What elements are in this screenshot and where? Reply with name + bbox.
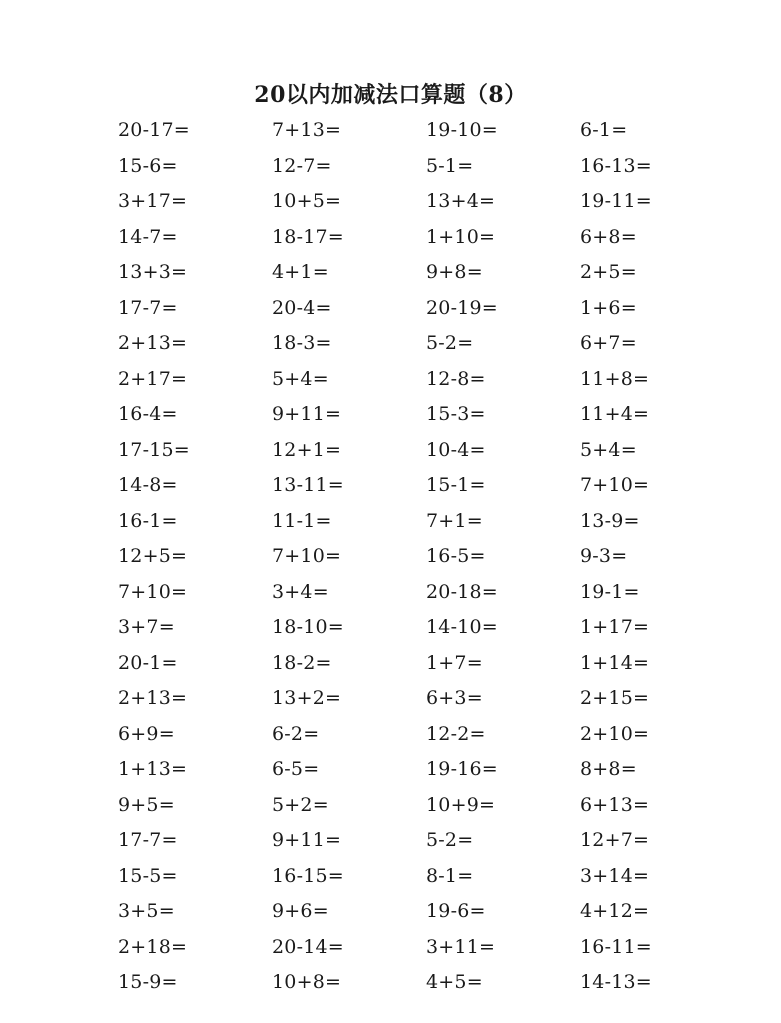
- problem-cell: 16-5=: [426, 545, 486, 567]
- problem-cell: 10+5=: [272, 190, 342, 212]
- problem-cell: 11+8=: [580, 367, 650, 390]
- problem-cell: 16-1=: [118, 509, 178, 532]
- problem-cell: 18-2=: [272, 651, 332, 674]
- problem-cell: 19-11=: [580, 190, 652, 212]
- problem-cell: 12-2=: [426, 722, 486, 745]
- problem-cell: 14-10=: [426, 616, 498, 638]
- problem-cell: 13+3=: [118, 261, 188, 283]
- problem-cell: 10+8=: [272, 971, 342, 993]
- problem-grid: [118, 113, 738, 1001]
- problem-cell: 5+4=: [580, 438, 637, 461]
- problem-cell: 17-7=: [118, 296, 178, 319]
- problem-cell: 13+4=: [426, 190, 496, 212]
- problem-cell: 3+5=: [118, 900, 175, 922]
- problem-cell: 18-3=: [272, 332, 332, 354]
- problem-cell: 6+8=: [580, 225, 637, 248]
- problem-cell: 2+5=: [580, 261, 637, 283]
- problem-cell: 19-6=: [426, 900, 486, 922]
- problem-cell: 16-4=: [118, 403, 178, 425]
- problem-cell: 19-10=: [426, 119, 498, 141]
- page-title: 20以内加减法口算题（8）: [254, 82, 527, 108]
- problem-cell: 15-3=: [426, 403, 486, 425]
- problem-cell: 13-11=: [272, 474, 344, 496]
- problem-cell: 3+14=: [580, 864, 650, 887]
- problem-cell: 10+9=: [426, 793, 496, 816]
- problem-cell: 12+7=: [580, 829, 650, 851]
- problem-cell: 5+2=: [272, 793, 329, 816]
- problem-cell: 14-7=: [118, 225, 178, 248]
- problem-cell: 15-6=: [118, 154, 178, 177]
- problem-cell: 2+13=: [118, 687, 188, 709]
- problem-cell: 6+3=: [426, 687, 483, 709]
- problem-cell: 2+13=: [118, 332, 188, 354]
- problem-cell: 2+17=: [118, 367, 188, 390]
- problem-cell: 3+7=: [118, 616, 175, 638]
- problem-cell: 8-1=: [426, 864, 474, 887]
- problem-cell: 7+10=: [118, 580, 188, 603]
- problem-cell: 20-17=: [118, 119, 190, 141]
- problem-cell: 12-7=: [272, 154, 332, 177]
- problem-cell: 1+10=: [426, 225, 496, 248]
- problem-cell: 19-16=: [426, 758, 498, 780]
- problem-cell: 2+15=: [580, 687, 650, 709]
- problem-cell: 12+5=: [118, 545, 188, 567]
- problem-cell: 19-1=: [580, 580, 640, 603]
- problem-cell: 12-8=: [426, 367, 486, 390]
- problem-cell: 4+5=: [426, 971, 483, 993]
- problem-cell: 20-19=: [426, 296, 498, 319]
- problem-cell: 9+8=: [426, 261, 483, 283]
- problem-cell: 15-5=: [118, 864, 178, 887]
- problem-cell: 15-9=: [118, 971, 178, 993]
- problem-cell: 1+7=: [426, 651, 483, 674]
- problem-cell: 5-1=: [426, 154, 474, 177]
- problem-cell: 17-15=: [118, 438, 190, 461]
- problem-cell: 6-5=: [272, 758, 320, 780]
- problem-cell: 7+10=: [580, 474, 650, 496]
- problem-cell: 20-14=: [272, 935, 344, 958]
- problem-cell: 6+7=: [580, 332, 637, 354]
- problem-cell: 11-1=: [272, 509, 332, 532]
- problem-cell: 11+4=: [580, 403, 650, 425]
- problem-cell: 9+11=: [272, 403, 342, 425]
- problem-cell: 1+17=: [580, 616, 650, 638]
- problem-cell: 14-8=: [118, 474, 178, 496]
- problem-cell: 16-13=: [580, 154, 652, 177]
- problem-cell: 14-13=: [580, 971, 652, 993]
- problem-cell: 1+6=: [580, 296, 637, 319]
- problem-cell: 16-15=: [272, 864, 344, 887]
- problem-cell: 16-11=: [580, 935, 652, 958]
- problem-cell: 18-17=: [272, 225, 344, 248]
- problem-cell: 7+10=: [272, 545, 342, 567]
- problem-cell: 6-1=: [580, 119, 628, 141]
- problem-cell: 6+13=: [580, 793, 650, 816]
- problem-cell: 7+1=: [426, 509, 483, 532]
- problem-cell: 7+13=: [272, 119, 342, 141]
- problem-cell: 3+17=: [118, 190, 188, 212]
- problem-cell: 1+14=: [580, 651, 650, 674]
- problem-cell: 10-4=: [426, 438, 486, 461]
- problem-cell: 5-2=: [426, 332, 474, 354]
- problem-cell: 17-7=: [118, 829, 178, 851]
- problem-cell: 6+9=: [118, 722, 175, 745]
- problem-cell: 2+10=: [580, 722, 650, 745]
- problem-cell: 18-10=: [272, 616, 344, 638]
- problem-cell: 4+1=: [272, 261, 329, 283]
- problem-cell: 3+11=: [426, 935, 496, 958]
- problem-cell: 15-1=: [426, 474, 486, 496]
- problem-cell: 4+12=: [580, 900, 650, 922]
- problem-cell: 20-18=: [426, 580, 498, 603]
- problem-cell: 8+8=: [580, 758, 637, 780]
- problem-cell: 3+4=: [272, 580, 329, 603]
- problem-cell: 9+11=: [272, 829, 342, 851]
- problem-cell: 9+5=: [118, 793, 175, 816]
- problem-cell: 5-2=: [426, 829, 474, 851]
- problem-cell: 6-2=: [272, 722, 320, 745]
- problem-cell: 13-9=: [580, 509, 640, 532]
- problem-cell: 9+6=: [272, 900, 329, 922]
- problem-cell: 5+4=: [272, 367, 329, 390]
- problem-cell: 20-1=: [118, 651, 178, 674]
- problem-cell: 20-4=: [272, 296, 332, 319]
- problem-cell: 2+18=: [118, 935, 188, 958]
- problem-cell: 12+1=: [272, 438, 342, 461]
- problem-cell: 1+13=: [118, 758, 188, 780]
- problem-cell: 9-3=: [580, 545, 628, 567]
- problem-cell: 13+2=: [272, 687, 342, 709]
